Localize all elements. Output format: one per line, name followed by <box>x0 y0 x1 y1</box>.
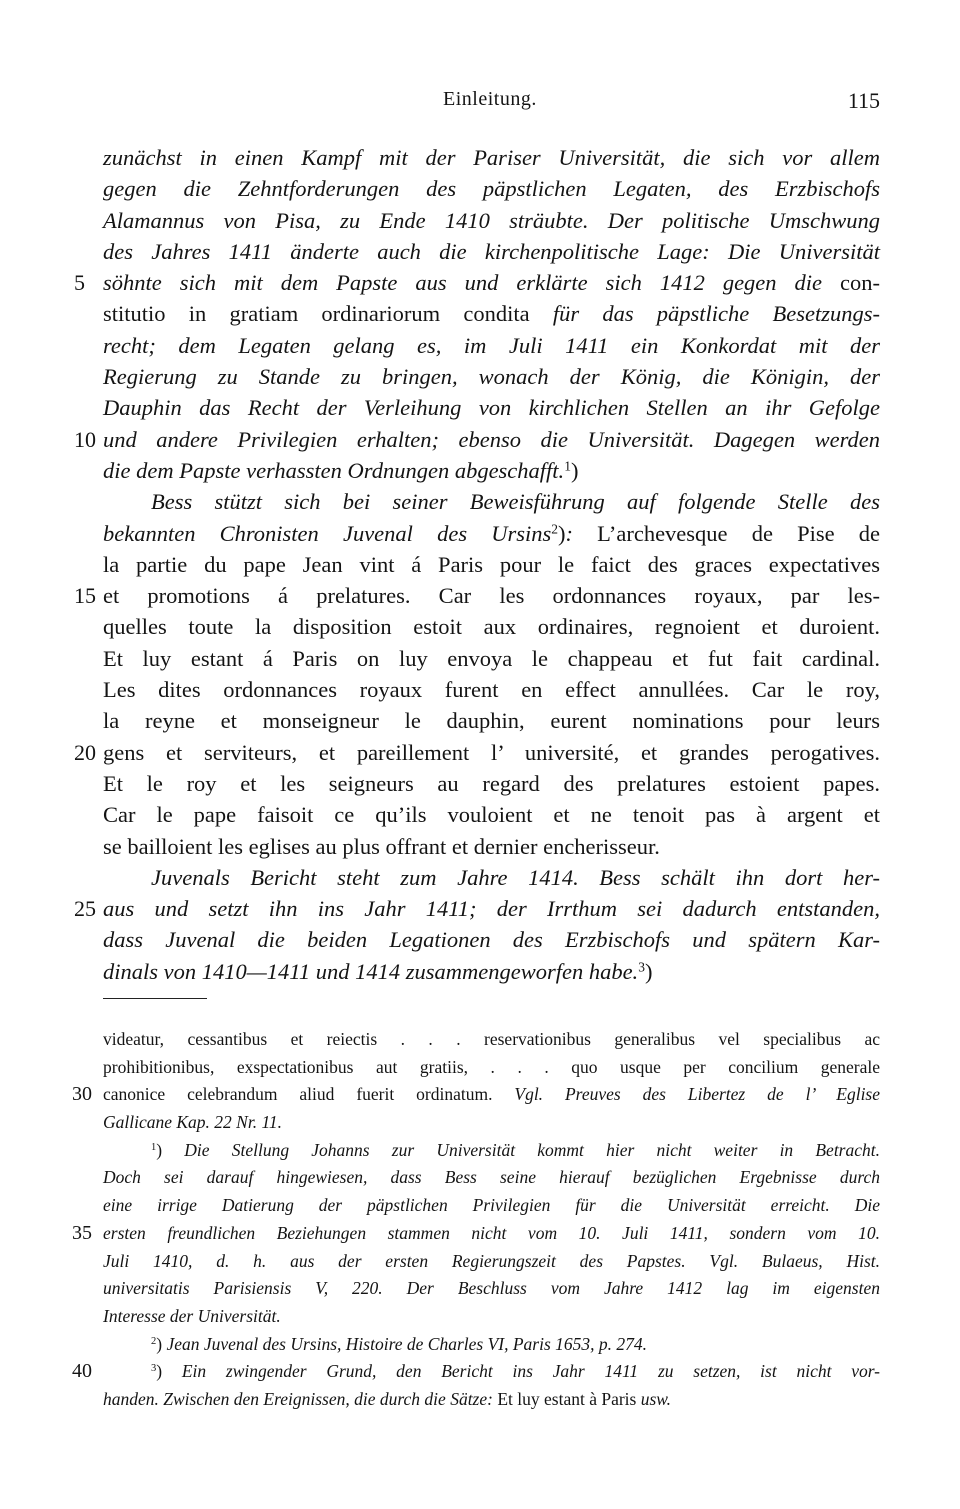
footnote-rule <box>103 998 207 999</box>
line-number: 25 <box>74 896 96 922</box>
body-text-line: recht; dem Legaten gelang es, im Juli 1411 ein Konkordat mit der <box>103 332 880 358</box>
body-text-line: 10 und andere Privilegien erhalten; ebenso die Universität. Dagegen werden <box>103 424 880 455</box>
footnote-line: Juli 1410, d. h. aus der ersten Regierungszeit des Papstes. Vgl. Bulaeus, Hist. <box>103 1250 880 1271</box>
footnote-line: Interesse der Universität. <box>103 1305 281 1326</box>
footnote-line: 35 ersten freundlichen Beziehungen stammen nicht vom 10. Juli 1411, sondern vom 10. <box>103 1220 880 1248</box>
footnote-line: $^1$) Die Stellung Johanns zur Universität kommt hier nicht weiter in Betracht. <box>151 1139 880 1160</box>
line-number: 10 <box>74 426 96 452</box>
footnote-line: $^2$) Jean Juvenal des Ursins, Histoire de Charles VI, Paris 1653, p. 274. <box>151 1333 648 1354</box>
body-text-line: la reyne et monseigneur le dauphin, eurent nominations pour leurs <box>103 708 880 734</box>
body-text-line: 15 et promotions á prelatures. Car les ordonnances royaux, par les- <box>103 580 880 611</box>
body-text-line: bekannten Chronisten Juvenal des Ursins$^2$): L’archevesque de Pise de <box>103 520 880 546</box>
body-text-line: Juvenals Bericht steht zum Jahre 1414. Bess schält ihn dort her- <box>151 864 880 890</box>
body-text-line: se bailloient les eglises au plus offrant et dernier encherisseur. <box>103 833 660 859</box>
line-number: 40 <box>72 1360 92 1383</box>
line-number: 35 <box>72 1221 92 1244</box>
page-number: 115 <box>847 88 880 113</box>
body-text-line: 5 söhnte sich mit dem Papste aus und erklärte sich 1412 gegen die con- <box>103 267 880 298</box>
main-text <box>74 142 880 987</box>
body-text-line: dass Juvenal die beiden Legationen des Erzbischofs und spätern Kar- <box>103 927 880 953</box>
footnote-line: prohibitionibus, exspectationibus aut gratiis, . . . quo usque per concilium generale <box>103 1056 880 1077</box>
footnote-line: 30 canonice celebrandum aliud fuerit ordinatum. Vgl. Preuves des Libertez de l’ Eglise <box>103 1081 880 1109</box>
body-text-line: gegen die Zehntforderungen des päpstlichen Legaten, des Erzbischofs <box>103 176 880 202</box>
body-text-line: Regierung zu Stande zu bringen, wonach der König, die Königin, der <box>103 364 880 390</box>
line-number: 20 <box>74 739 96 765</box>
footnote-line: 40 $^3$) Ein zwingender Grund, den Bericht ins Jahr 1411 zu setzen, ist nicht vor- <box>103 1358 880 1386</box>
body-text-line: Bess stützt sich bei seiner Beweisführung auf folgende Stelle des <box>151 489 880 515</box>
body-text-line: 25 aus und setzt ihn ins Jahr 1411; der Irrthum sei dadurch entstanden, <box>103 893 880 924</box>
body-text-line: Alamannus von Pisa, zu Ende 1410 sträubte. Der politische Umschwung <box>103 207 880 233</box>
body-text-line: Et le roy et les seigneurs au regard des prelatures estoient papes. <box>103 770 880 796</box>
body-text-line: des Jahres 1411 änderte auch die kirchenpolitische Lage: Die Universität <box>103 238 880 264</box>
footnote-line: universitatis Parisiensis V, 220. Der Beschluss vom Jahre 1412 lag im eigensten <box>103 1278 880 1299</box>
footnote-line: Gallicane Kap. 22 Nr. 11. <box>103 1112 283 1133</box>
body-text-line: la partie du pape Jean vint á Paris pour le faict des graces expectatives <box>103 551 880 577</box>
line-number: 5 <box>74 270 85 296</box>
footnote-line: videatur, cessantibus et reiectis . . . reservationibus generalibus vel specialibus ac <box>103 1029 880 1049</box>
body-text-line: 20 gens et serviteurs, et pareillement l’ université, et grandes perogatives. <box>103 737 880 768</box>
line-number: 30 <box>72 1083 92 1106</box>
running-head <box>103 88 880 118</box>
body-text-line: Car le pape faisoit ce qu’ils vouloient et ne tenoit pas à argent et <box>103 802 880 828</box>
body-text-line: Et luy estant á Paris on luy envoya le chappeau et fut fait cardinal. <box>103 645 880 671</box>
footnotes <box>72 1026 881 1414</box>
body-text-line: Les dites ordonnances royaux furent en effect annullées. Car le roy, <box>103 677 880 703</box>
running-head-title: Einleitung. <box>443 88 537 110</box>
footnote-line: Doch sei darauf hingewiesen, dass Bess seine hierauf bezüglichen Ergebnisse durch <box>103 1167 880 1188</box>
body-text-line: quelles toute la disposition estoit aux ordinaires, regnoient et duroient. <box>103 614 880 640</box>
body-text-line: die dem Papste verhassten Ordnungen abgeschafft.$^1$) <box>103 457 579 483</box>
body-text-line: dinals von 1410—1411 und 1414 zusammengeworfen habe.$^3$) <box>103 958 653 984</box>
body-text-line: zunächst in einen Kampf mit der Pariser Universität, die sich vor allem <box>103 145 880 170</box>
footnote-line: eine irrige Datierung der päpstlichen Privilegien für die Universität erreicht. Die <box>103 1195 880 1216</box>
line-number: 15 <box>74 583 96 609</box>
body-text-line: Dauphin das Recht der Verleihung von kirchlichen Stellen an ihr Gefolge <box>103 395 880 421</box>
footnote-line: handen. Zwischen den Ereignissen, die durch die Sätze: Et luy estant à Paris usw. <box>103 1388 672 1409</box>
body-text-line: stitutio in gratiam ordinariorum condita für das päpstliche Besetzungs- <box>103 301 880 327</box>
